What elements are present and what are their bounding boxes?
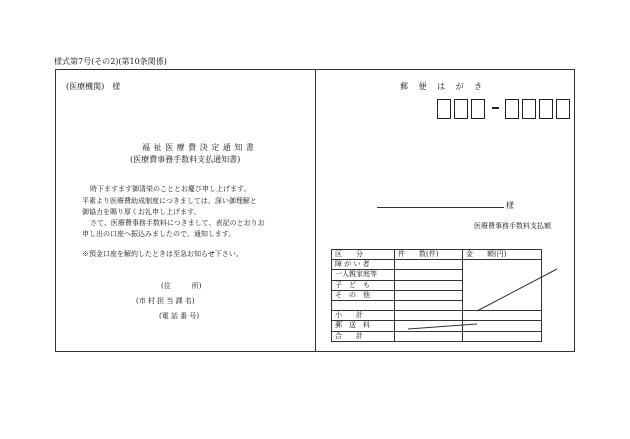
recipient-name-line: [377, 207, 504, 208]
notice-subtitle: (医療費事務手数料支払通知書): [130, 155, 241, 164]
payment-heading: 医療費事務手数料支払額: [474, 222, 551, 230]
row-label: 障 が い 者: [332, 260, 395, 270]
notice-title: 福 祉 医 療 費 決 定 通 知 書: [142, 143, 255, 152]
zip-digit-box: [522, 99, 536, 119]
row-label: 郵 送 料: [332, 321, 395, 331]
body-line-3: 御協力を賜り厚くお礼申し上げます。: [82, 208, 201, 216]
sender-department-label: (市 村 担 当 課 名): [136, 297, 195, 305]
zip-digit-box: [539, 99, 553, 119]
strike-lines: [331, 249, 581, 349]
row-label: 合 計: [332, 331, 395, 341]
sender-address-label: (住 所): [161, 282, 202, 290]
zip-digit-box: [556, 99, 570, 119]
body-line-2: 平素より医療費助成制度につきましては、深い御理解と: [82, 197, 257, 205]
header-count: 件 数(件): [395, 250, 463, 260]
zip-digit-box: [471, 99, 485, 119]
body-line-4: さて、医療費事務手数料につきまして、表記のとおりお: [90, 219, 265, 227]
account-note: ※預金口座を解約したときは至急お知らせ下さい。: [82, 250, 243, 258]
body-line-1: 時下ますます御清栄のこととお慶び申し上げます。: [90, 185, 251, 193]
postage-strike-line: [408, 324, 477, 329]
header-category: 区 分: [332, 250, 395, 260]
row-label: 小 計: [332, 311, 395, 321]
payment-table-wrap: [331, 249, 542, 342]
header-amount: 金 額(円): [463, 250, 542, 260]
row-label: 子 ど も: [332, 280, 395, 290]
zip-digit-box: [454, 99, 468, 119]
center-divider: [315, 69, 316, 352]
zip-digit-box: [437, 99, 451, 119]
zip-digit-box: [505, 99, 519, 119]
form-number: 様式第7号(その2)(第10条関係): [54, 57, 167, 66]
addressee-label: (医療機関) 様: [66, 82, 121, 91]
postcard-title: 郵 便 は が き: [400, 82, 487, 91]
row-label: 一人親家庭等: [332, 270, 395, 280]
recipient-suffix: 様: [506, 201, 514, 210]
body-line-5: 申し出の口座へ振込みましたので、通知します。: [82, 230, 236, 238]
zip-hyphen: [492, 107, 499, 109]
row-label: そ の 他: [332, 290, 395, 300]
sender-phone-label: (電 話 番 号): [159, 312, 200, 320]
amount-strike-line: [477, 269, 557, 311]
